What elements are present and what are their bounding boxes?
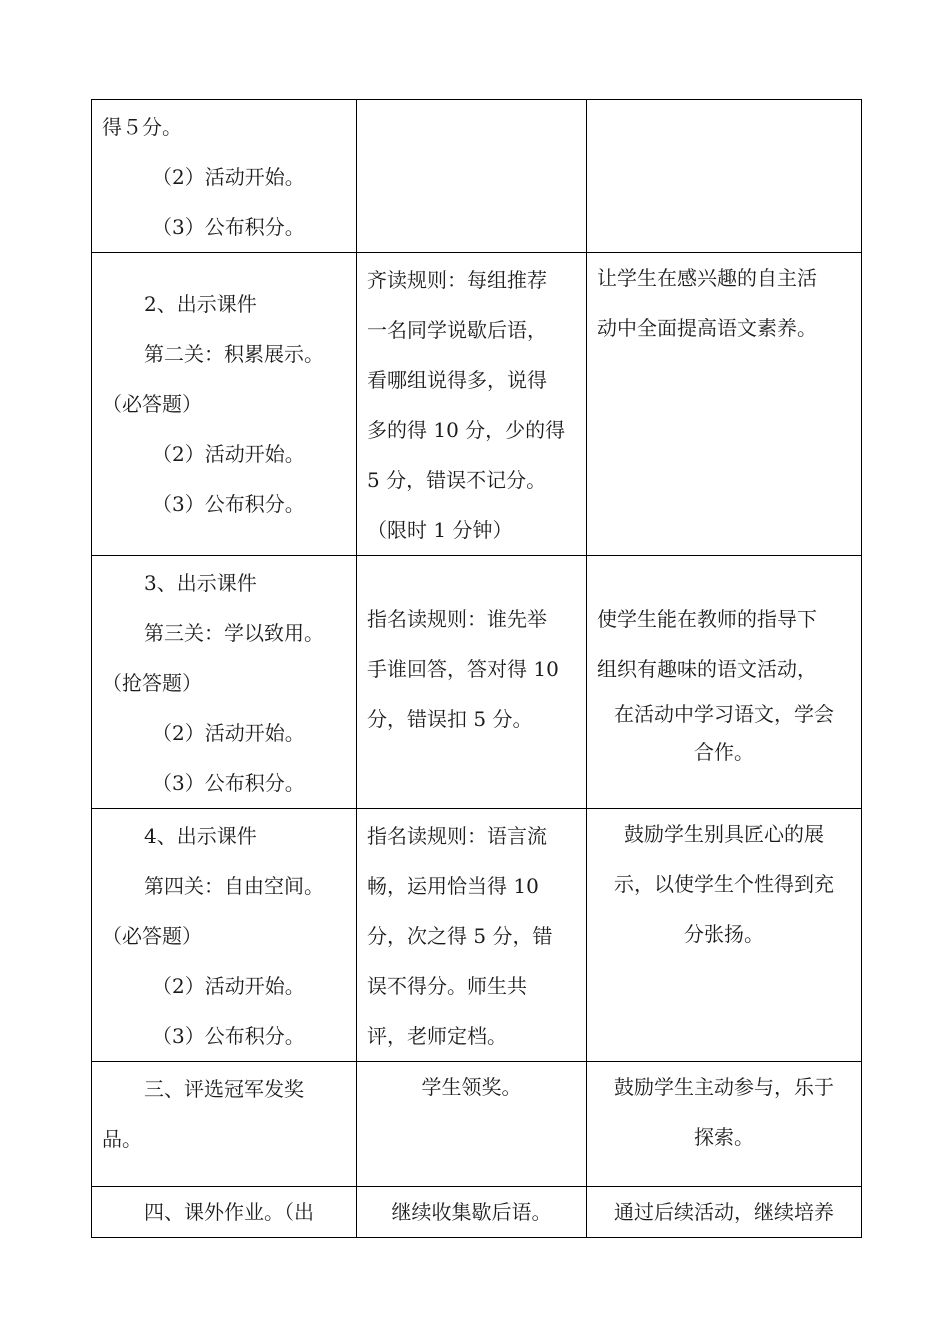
intent-cell [587, 809, 862, 1062]
lesson-plan-table [91, 99, 862, 1238]
intent-line: 鼓励学生主动参与，乐于 [614, 1075, 834, 1099]
intent-line: 分张扬。 [684, 922, 764, 946]
activity-cell [92, 809, 357, 1062]
activity-line: （3）公布积分。 [152, 771, 305, 795]
activity-line: 3、出示课件 [144, 571, 257, 595]
table-row [92, 100, 862, 253]
rule-line: 手谁回答，答对得 10 [367, 657, 559, 681]
rule-cell [357, 809, 587, 1062]
rule-line: 指名读规则：谁先举 [367, 607, 547, 631]
activity-line: （3）公布积分。 [152, 492, 305, 516]
activity-line: 第三关：学以致用。 [144, 621, 324, 645]
rule-line: 看哪组说得多，说得 [367, 368, 547, 392]
activity-line: （3）公布积分。 [152, 1024, 305, 1048]
table-row [92, 1062, 862, 1187]
table-row [92, 253, 862, 556]
activity-line: （2）活动开始。 [152, 165, 305, 189]
intent-cell [587, 100, 862, 253]
rule-line: 指名读规则：语言流 [367, 824, 547, 848]
rule-cell [357, 1187, 587, 1238]
activity-line: 得５分。 [102, 115, 182, 139]
rule-cell [357, 556, 587, 809]
rule-cell [357, 253, 587, 556]
rule-line: 继续收集歇后语。 [391, 1200, 552, 1224]
intent-line: 示，以使学生个性得到充 [614, 872, 834, 896]
activity-cell [92, 556, 357, 809]
intent-cell [587, 253, 862, 556]
intent-line: 鼓励学生别具匠心的展 [624, 822, 824, 846]
activity-line: 第二关：积累展示。 [144, 342, 324, 366]
intent-line: 组织有趣味的语文活动， [597, 657, 817, 681]
rule-line: 一名同学说歇后语， [367, 318, 547, 342]
intent-line: 让学生在感兴趣的自主活 [597, 266, 817, 290]
rule-line: （限时 1 分钟） [367, 518, 513, 542]
table-row [92, 809, 862, 1062]
rule-line: 学生领奖。 [421, 1075, 522, 1099]
rule-line: 畅，运用恰当得 10 [367, 874, 539, 898]
intent-cell [587, 556, 862, 809]
rule-line: 评，老师定档。 [367, 1024, 507, 1048]
rule-line: 分，错误扣 5 分。 [367, 707, 533, 731]
intent-line: 在活动中学习语文，学会 [614, 702, 834, 726]
rule-line: 齐读规则：每组推荐 [367, 268, 547, 292]
intent-line: 探索。 [694, 1125, 754, 1149]
table-row [92, 1187, 862, 1238]
rule-line: 多的得 10 分，少的得 [367, 418, 566, 442]
activity-line: 第四关：自由空间。 [144, 874, 324, 898]
activity-line: 品。 [102, 1127, 142, 1151]
rule-line: 误不得分。师生共 [367, 974, 527, 998]
activity-line: （2）活动开始。 [152, 442, 305, 466]
activity-line: 三、评选冠军发奖 [144, 1077, 304, 1101]
activity-cell [92, 1062, 357, 1187]
intent-line: 动中全面提高语文素养。 [597, 316, 817, 340]
activity-line: （抢答题） [102, 671, 202, 695]
rule-line: 5 分，错误不记分。 [367, 468, 547, 492]
activity-line: （2）活动开始。 [152, 974, 305, 998]
activity-line: （2）活动开始。 [152, 721, 305, 745]
rule-cell [357, 1062, 587, 1187]
activity-cell [92, 1187, 357, 1238]
intent-cell [587, 1187, 862, 1238]
table-row [92, 556, 862, 809]
activity-line: 4、出示课件 [144, 824, 257, 848]
intent-line: 使学生能在教师的指导下 [597, 607, 817, 631]
rule-cell [357, 100, 587, 253]
activity-cell [92, 253, 357, 556]
activity-cell [92, 100, 357, 253]
intent-line: 合作。 [694, 740, 754, 764]
activity-line: 四、课外作业。（出 [144, 1200, 314, 1224]
activity-line: 2、出示课件 [144, 292, 257, 316]
intent-line: 通过后续活动，继续培养 [614, 1200, 834, 1224]
activity-line: （必答题） [102, 924, 202, 948]
activity-line: （3）公布积分。 [152, 215, 305, 239]
intent-cell [587, 1062, 862, 1187]
activity-line: （必答题） [102, 392, 202, 416]
rule-line: 分，次之得 5 分，错 [367, 924, 553, 948]
